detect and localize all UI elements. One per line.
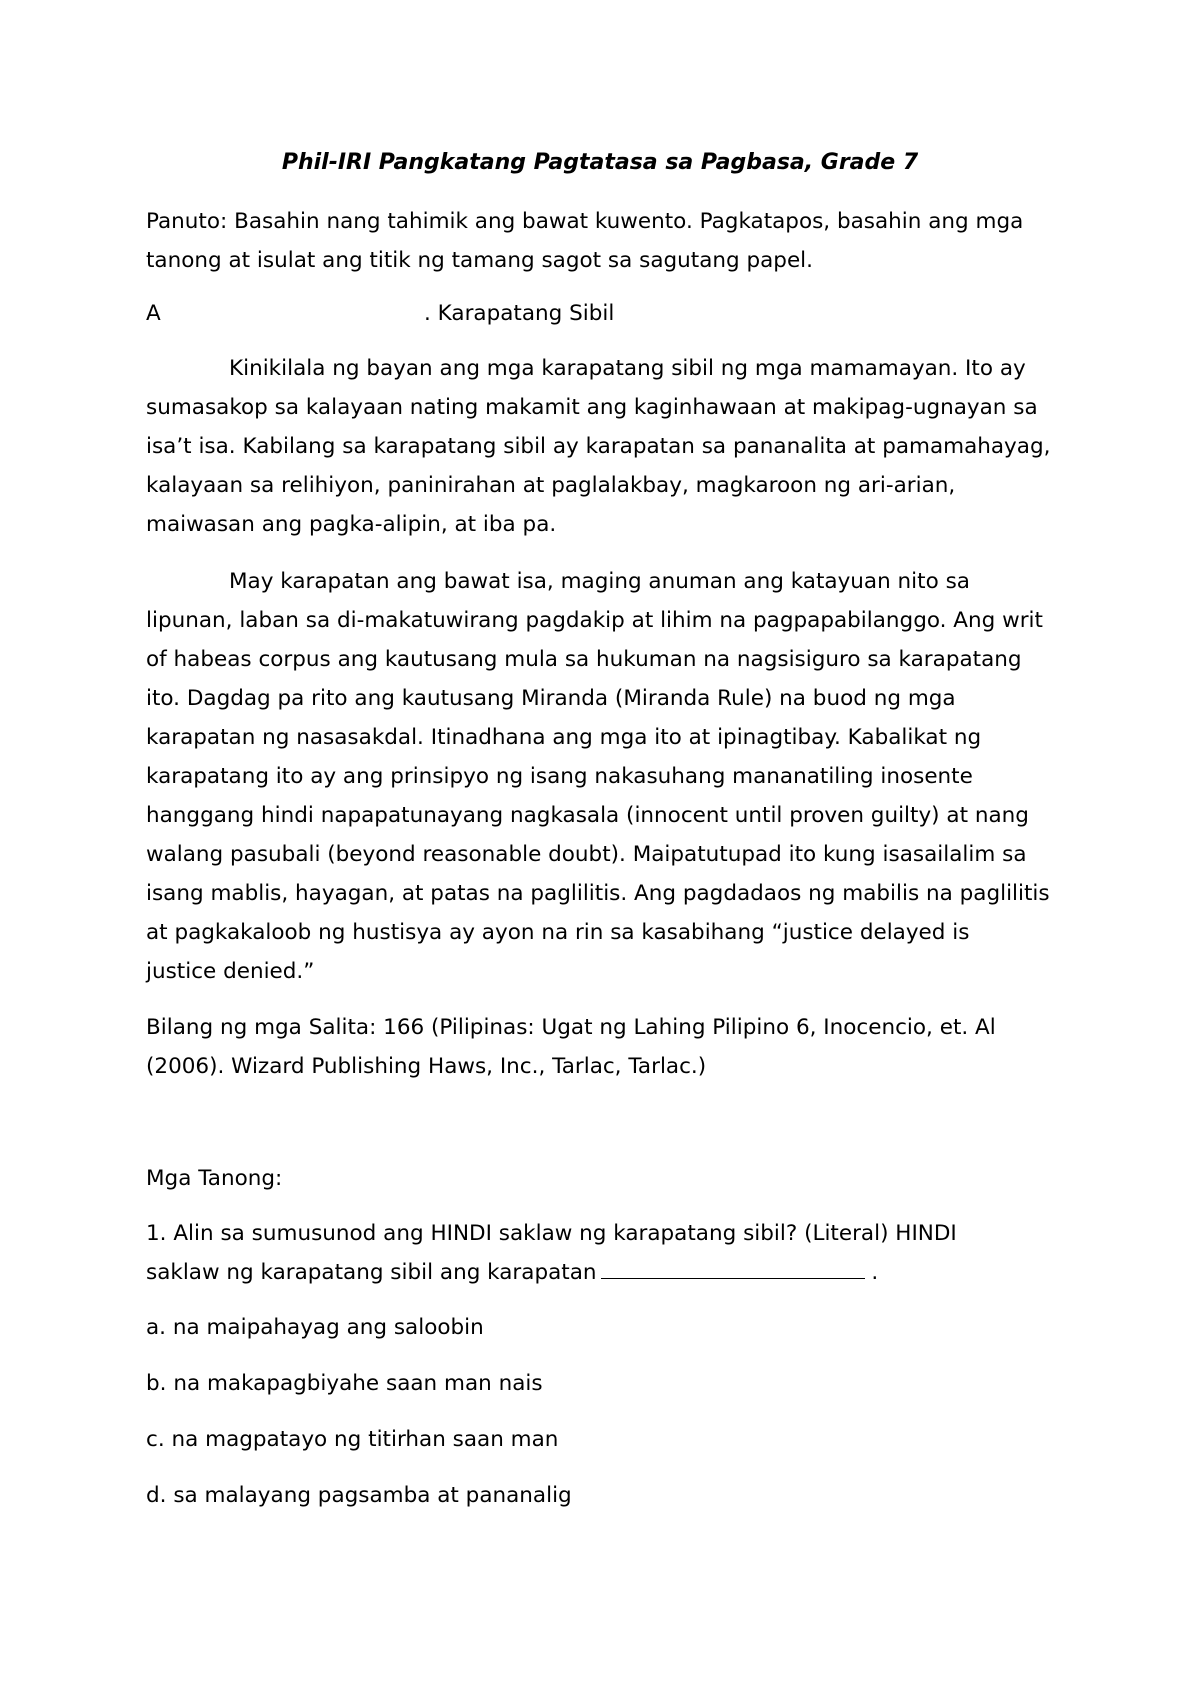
paragraph-line: kalayaan sa relihiyon, paninirahan at paglalakbay, magkaroon ng ari-arian, — [146, 473, 956, 498]
questions-heading-text: Mga Tanong: — [146, 1166, 283, 1191]
citation-line: (2006). Wizard Publishing Haws, Inc., Tarlac, Tarlac.) — [146, 1054, 707, 1079]
paragraph-line: isa’t isa. Kabilang sa karapatang sibil ay karapatan sa pananalita at pamamahayag, — [146, 434, 1051, 459]
paragraph-line: walang pasubali (beyond reasonable doubt). Maipatutupad ito kung isasailalim sa — [146, 842, 1027, 867]
option-a: a. na maipahayag ang saloobin — [146, 1315, 484, 1340]
paragraph-line: ito. Dagdag pa rito ang kautusang Miranda (Miranda Rule) na buod ng mga — [146, 686, 956, 711]
paragraph-line: justice denied.” — [146, 959, 315, 984]
paragraph-line: May karapatan ang bawat isa, maging anuman ang katayuan nito sa — [229, 569, 970, 594]
option-b: b. na makapagbiyahe saan man nais — [146, 1371, 543, 1396]
paragraph-line: isang mablis, hayagan, at patas na paglilitis. Ang pagdadaos ng mabilis na paglilitis — [146, 881, 1050, 906]
paragraph-line: karapatang ito ay ang prinsipyo ng isang nakasuhang mananatiling inosente — [146, 764, 973, 789]
question-text-suffix: . — [864, 1260, 879, 1285]
paragraph-line: hanggang hindi napapatunayang nagkasala (innocent until proven guilty) at nang — [146, 803, 1029, 828]
question-text: 1. Alin sa sumusunod ang HINDI saklaw ng karapatang sibil? (Literal) HINDI — [146, 1221, 957, 1246]
paragraph-line: at pagkakaloob ng hustisya ay ayon na rin sa kasabihang “justice delayed is — [146, 920, 970, 945]
instructions-line: tanong at isulat ang titik ng tamang sagot sa sagutang papel. — [146, 248, 813, 273]
source-citation — [146, 1008, 1066, 1086]
paragraph-line: maiwasan ang pagka-alipin, at iba pa. — [146, 512, 557, 537]
citation-line: Bilang ng mga Salita: 166 (Pilipinas: Ugat ng Lahing Pilipino 6, Inocencio, et. Al — [146, 1015, 996, 1040]
section-title: . Karapatang Sibil — [424, 301, 615, 326]
question-1 — [146, 1214, 1066, 1292]
instructions — [146, 202, 1066, 280]
question-text-prefix: saklaw ng karapatang sibil ang karapatan — [146, 1260, 597, 1285]
section-letter: A — [146, 301, 161, 326]
answer-blank[interactable] — [601, 1256, 865, 1279]
instructions-line: Panuto: Basahin nang tahimik ang bawat kuwento. Pagkatapos, basahin ang mga — [146, 209, 1024, 234]
paragraph-1 — [146, 349, 1066, 544]
option-c: c. na magpatayo ng titirhan saan man — [146, 1427, 559, 1452]
question-text-line2 — [146, 1253, 1066, 1292]
paragraph-line: sumasakop sa kalayaan nating makamit ang kaginhawaan at makipag-ugnayan sa — [146, 395, 1038, 420]
paragraph-line: Kinikilala ng bayan ang mga karapatang sibil ng mga mamamayan. Ito ay — [229, 356, 1026, 381]
paragraph-line: of habeas corpus ang kautusang mula sa hukuman na nagsisiguro sa karapatang — [146, 647, 1022, 672]
paragraph-2 — [146, 562, 1066, 991]
paragraph-line: karapatan ng nasasakdal. Itinadhana ang mga ito at ipinagtibay. Kabalikat ng — [146, 725, 982, 750]
questions-heading — [146, 1159, 1066, 1198]
document-title: Phil-IRI Pangkatang Pagtatasa sa Pagbasa, Grade 7 — [281, 150, 919, 175]
option-d: d. sa malayang pagsamba at pananalig — [146, 1483, 572, 1508]
paragraph-line: lipunan, laban sa di-makatuwirang pagdakip at lihim na pagpapabilanggo. Ang writ — [146, 608, 1043, 633]
